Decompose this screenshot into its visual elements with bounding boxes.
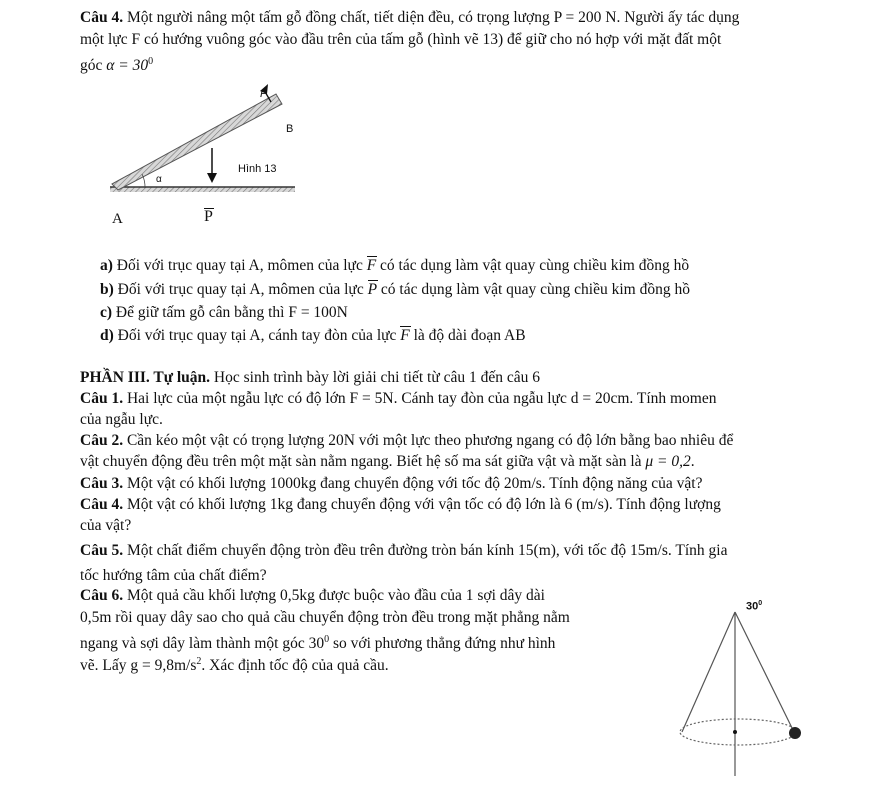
q4-alpha: α = 30 <box>106 57 149 75</box>
essay-c4-text-2: của vật? <box>80 517 132 534</box>
statement-a-text-end: có tác dụng làm vật quay cùng chiều kim đồng hồ <box>376 257 690 274</box>
essay-c6-text-4: vẽ. Lấy g = 9,8m/s <box>80 657 197 675</box>
fig13-label-a: A <box>112 211 123 227</box>
statement-b-label: b) <box>100 281 114 298</box>
essay-c6-line-3 <box>80 630 555 654</box>
fig13-label-f: F <box>260 88 267 100</box>
fig13-label-p: P <box>204 208 213 225</box>
orbit-ellipse <box>680 719 796 745</box>
statement-d-text: Đối với trục quay tại A, cánh tay đòn của lực <box>113 327 401 344</box>
orbit-center-dot <box>733 730 737 734</box>
part3-label: PHẦN III. Tự luận. <box>80 369 211 386</box>
cone-angle-degree: 0 <box>758 600 763 607</box>
statement-d-vector: F <box>400 327 410 344</box>
statement-c-label: c) <box>100 304 113 321</box>
q4-text-3: góc <box>80 57 107 75</box>
fig13-label-alpha: α <box>156 174 162 185</box>
statement-b-text: Đối với trục quay tại A, mômen của lực <box>113 281 368 298</box>
q4-text-2: một lực F có hướng vuông góc vào đầu trên của tấm gỗ (hình vẽ 13) để giữ cho nó hợp với mặt đất một <box>80 31 722 48</box>
q4-degree: 0 <box>148 56 154 67</box>
statement-d-text-end: là độ dài đoạn AB <box>409 327 526 344</box>
essay-c6-line-2 <box>80 608 570 628</box>
statement-c <box>100 303 348 323</box>
essay-c6-text-3-end: so với phương thẳng đứng như hình <box>329 635 556 653</box>
essay-c6-degree: 0 <box>324 634 330 645</box>
wooden-plank <box>112 94 282 190</box>
essay-c3-text-1: Một vật có khối lượng 1000kg đang chuyển động với tốc độ 20m/s. Tính động năng của vật? <box>123 475 703 492</box>
conical-pendulum-figure <box>670 598 810 783</box>
fig13-label-b: B <box>286 123 294 135</box>
cone-angle-value: 30 <box>746 600 759 613</box>
essay-c1-line-1 <box>80 389 717 409</box>
essay-c5-label: Câu 5. <box>80 542 124 559</box>
essay-c6-text-2: 0,5m rồi quay dây sao cho quả cầu chuyển động tròn đều trong mặt phẳng nằm <box>80 609 570 626</box>
essay-c6-text-3: ngang và sợi dây làm thành một góc 30 <box>80 635 325 653</box>
essay-c6-squared: 2 <box>196 656 202 667</box>
statement-c-text: Để giữ tấm gỗ cân bằng thì F = 100N <box>112 304 348 321</box>
essay-c6-text-4-end: . Xác định tốc độ của quả cầu. <box>201 657 389 675</box>
essay-c2-end: . <box>690 453 695 470</box>
cone-angle-label <box>746 600 762 613</box>
essay-c2-text-1: Cần kéo một vật có trọng lượng 20N với một lực theo phương ngang có độ lớn bằng bao nhiêu để <box>123 432 734 449</box>
part3-text: Học sinh trình bày lời giải chi tiết từ câu 1 đến câu 6 <box>210 369 541 386</box>
q4-line-3 <box>80 52 153 76</box>
statement-d <box>100 326 526 346</box>
essay-c4-line-1 <box>80 495 721 515</box>
essay-c2-line-1 <box>80 431 733 451</box>
string-left-line <box>682 612 735 732</box>
statement-a <box>100 256 689 276</box>
string-right-line <box>735 612 794 732</box>
essay-c4-text-1: Một vật có khối lượng 1kg đang chuyển động với vận tốc có độ lớn là 6 (m/s). Tính động lượng <box>123 496 721 513</box>
essay-c6-text-1: Một quả cầu khối lượng 0,5kg được buộc vào đầu của 1 sợi dây dài <box>123 587 545 604</box>
statement-b-vector: P <box>367 281 378 298</box>
essay-c3-label: Câu 3. <box>80 475 124 492</box>
statement-d-label: d) <box>100 327 114 344</box>
essay-c2-text-2: vật chuyển động đều trên một mặt sàn nằm ngang. Biết hệ số ma sát giữa vật và mặt sàn là <box>80 453 646 470</box>
statement-b <box>100 280 690 300</box>
ball-mass <box>789 727 801 739</box>
statement-a-label: a) <box>100 257 113 274</box>
statement-a-vector: F <box>366 257 377 274</box>
statement-b-text-end: có tác dụng làm vật quay cùng chiều kim đồng hồ <box>377 281 690 298</box>
essay-c2-mu: μ = 0,2 <box>645 453 691 470</box>
essay-c1-text-2: của ngẫu lực. <box>80 411 163 428</box>
q4-label: Câu 4. <box>80 9 124 26</box>
essay-c4-label: Câu 4. <box>80 496 124 513</box>
essay-c4-line-2 <box>80 516 131 536</box>
weight-p-arrowhead <box>207 173 217 183</box>
part3-heading <box>80 368 540 388</box>
essay-c1-label: Câu 1. <box>80 390 124 407</box>
statement-a-text: Đối với trục quay tại A, mômen của lực <box>112 257 367 274</box>
fig13-caption: Hình 13 <box>238 163 277 175</box>
q4-text-1: Một người nâng một tấm gỗ đồng chất, tiết diện đều, có trọng lượng P = 200 N. Người ấy tác dụng <box>123 9 740 26</box>
essay-c5-line-2 <box>80 566 267 586</box>
essay-c1-text-1: Hai lực của một ngẫu lực có độ lớn F = 5N. Cánh tay đòn của ngẫu lực d = 20cm. Tính momen <box>123 390 717 407</box>
essay-c6-line-1 <box>80 586 545 606</box>
essay-c2-label: Câu 2. <box>80 432 124 449</box>
essay-c2-line-2 <box>80 452 695 472</box>
essay-c6-label: Câu 6. <box>80 587 124 604</box>
essay-c6-line-4 <box>80 652 389 676</box>
essay-c5-text-2: tốc hướng tâm của chất điểm? <box>80 567 267 584</box>
q4-line-1 <box>80 8 739 28</box>
q4-line-2 <box>80 30 721 50</box>
essay-c5-text-1: Một chất điểm chuyển động tròn đều trên đường tròn bán kính 15(m), với tốc độ 15m/s. Tính gia <box>123 542 728 559</box>
essay-c5-line-1 <box>80 541 727 561</box>
essay-c3-line-1 <box>80 474 703 494</box>
essay-c1-line-2 <box>80 410 163 430</box>
